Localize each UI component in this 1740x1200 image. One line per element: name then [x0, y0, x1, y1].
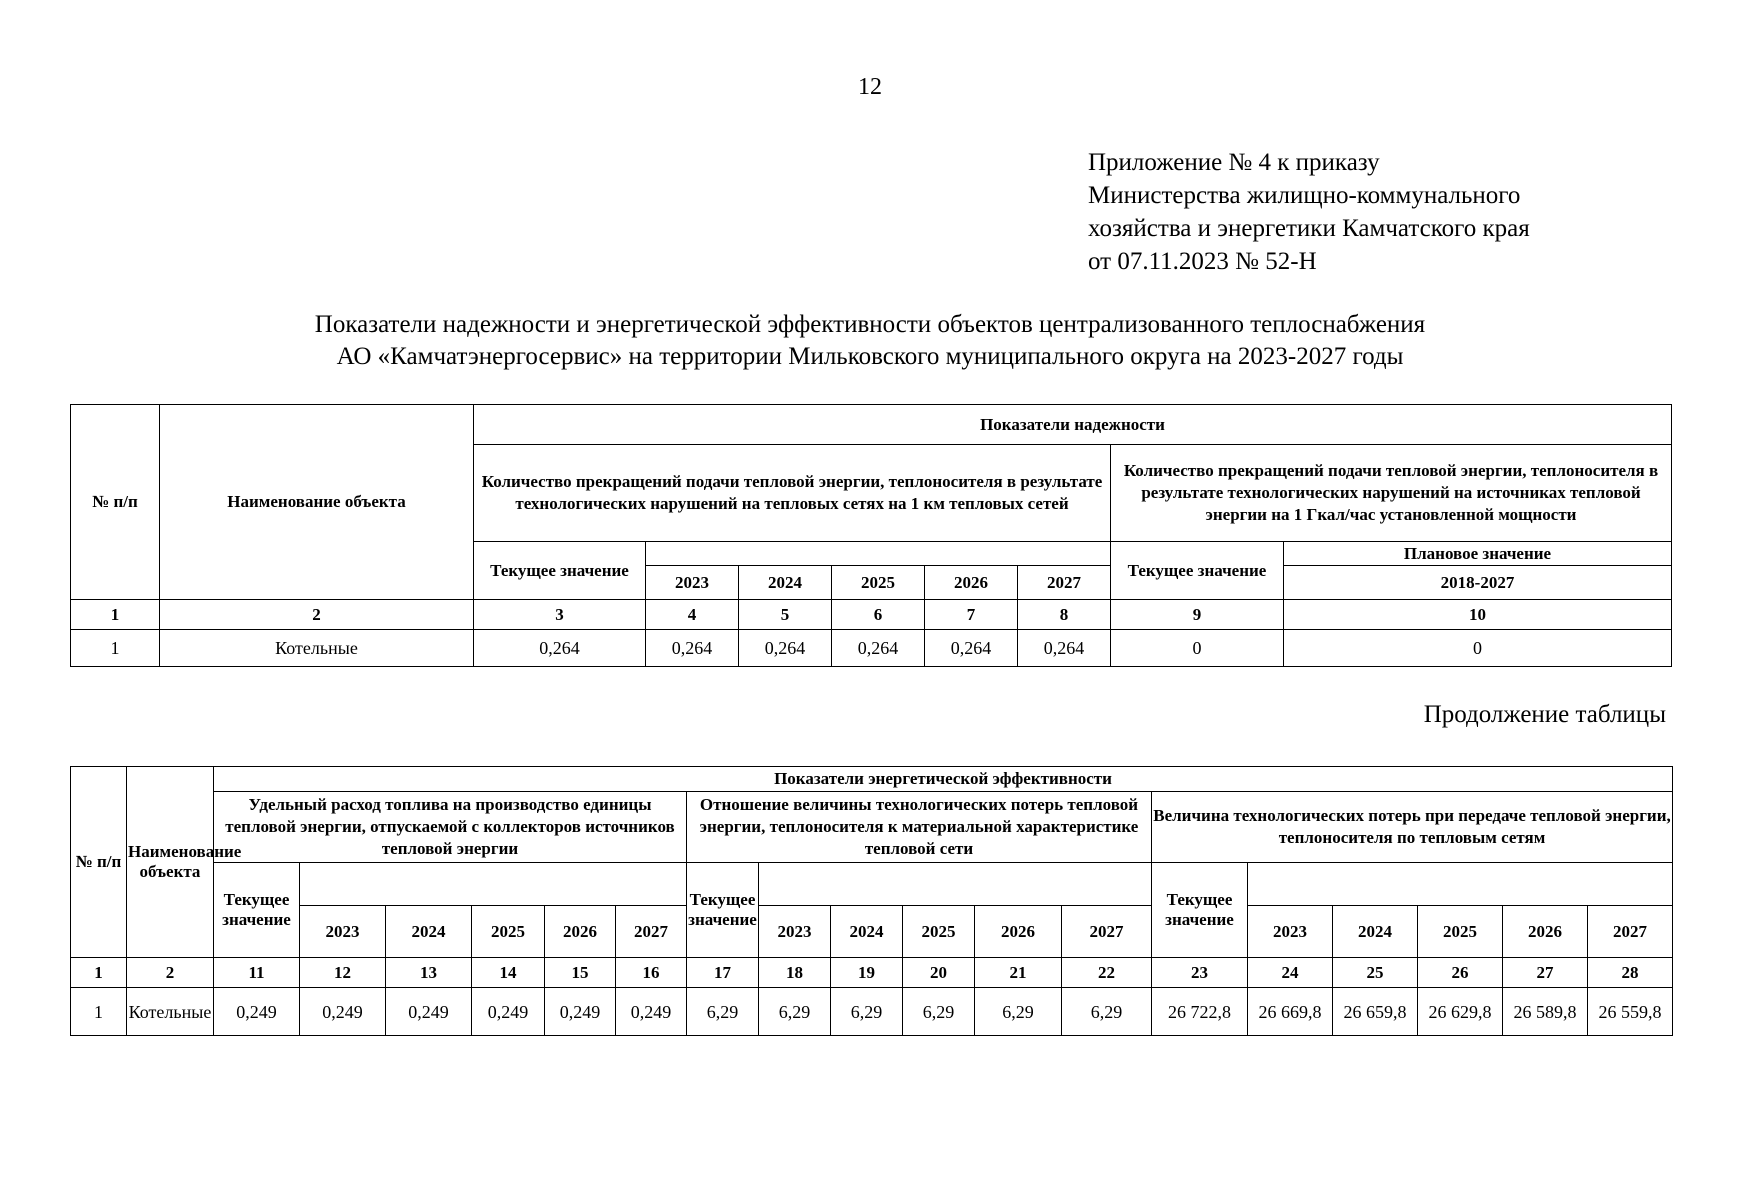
table-cell: 6,29	[903, 988, 975, 1036]
page-number: 12	[858, 74, 882, 100]
efficiency-table	[70, 766, 1673, 1036]
current-value-header: Текущее значение	[1111, 542, 1284, 600]
column-number: 6	[832, 600, 925, 630]
column-number: 9	[1111, 600, 1284, 630]
table-cell: 1	[71, 988, 127, 1036]
column-number: 1	[71, 600, 160, 630]
column-number: 4	[646, 600, 739, 630]
column-number: 8	[1018, 600, 1111, 630]
column-number: 7	[925, 600, 1018, 630]
column-number: 20	[903, 958, 975, 988]
col-number-header: № п/п	[71, 405, 160, 600]
column-number: 25	[1333, 958, 1418, 988]
column-number: 24	[1248, 958, 1333, 988]
document-title	[0, 309, 1740, 373]
year-header: 2027	[616, 906, 687, 958]
year-header: 2026	[545, 906, 616, 958]
year-header: 2024	[386, 906, 472, 958]
appendix-line-3: хозяйства и энергетики Камчатского края	[1088, 215, 1530, 242]
table-cell: Котельные	[127, 988, 214, 1036]
table-cell: Котельные	[160, 630, 474, 667]
heat-loss-ratio-header: Отношение величины технологических потерь тепловой энергии, теплоносителя к материальной характеристике тепловой сети	[687, 792, 1152, 863]
table-cell: 0,249	[386, 988, 472, 1036]
year-header: 2025	[472, 906, 545, 958]
column-number: 5	[739, 600, 832, 630]
column-number: 17	[687, 958, 759, 988]
appendix-line-4: от 07.11.2023 № 52-Н	[1088, 248, 1317, 275]
col-number-header: № п/п	[71, 767, 127, 958]
table-cell: 0,249	[214, 988, 300, 1036]
appendix-line-1: Приложение № 4 к приказу	[1088, 149, 1380, 176]
current-value-header: Текущее значение	[474, 542, 646, 600]
source-interruptions-header: Количество прекращений подачи тепловой энергии, теплоносителя в результате технологических нарушений на источниках тепловой энергии на 1 Гкал/час установленной мощности	[1111, 445, 1672, 542]
column-number: 10	[1284, 600, 1672, 630]
column-number: 3	[474, 600, 646, 630]
year-header: 2027	[1018, 566, 1111, 600]
table-cell: 0,264	[646, 630, 739, 667]
year-header: 2026	[975, 906, 1062, 958]
table-cell: 6,29	[687, 988, 759, 1036]
column-number: 21	[975, 958, 1062, 988]
table-cell: 0,264	[1018, 630, 1111, 667]
appendix-line-2: Министерства жилищно-коммунального	[1088, 182, 1521, 209]
table-cell: 26 629,8	[1418, 988, 1503, 1036]
table-cell: 0,249	[616, 988, 687, 1036]
table-cell: 0	[1111, 630, 1284, 667]
reliability-group-header: Показатели надежности	[474, 405, 1672, 445]
column-number: 28	[1588, 958, 1673, 988]
table-cell: 0,249	[300, 988, 386, 1036]
column-number: 13	[386, 958, 472, 988]
year-header: 2025	[1418, 906, 1503, 958]
current-value-header: Текущее значение	[214, 863, 300, 958]
column-number: 27	[1503, 958, 1588, 988]
column-number: 19	[831, 958, 903, 988]
column-number: 26	[1418, 958, 1503, 988]
year-header: 2023	[646, 566, 739, 600]
table-cell: 26 559,8	[1588, 988, 1673, 1036]
efficiency-group-header: Показатели энергетической эффективности	[214, 767, 1673, 792]
table-continuation-label: Продолжение таблицы	[1423, 701, 1666, 728]
year-header: 2023	[1248, 906, 1333, 958]
empty-header-cell	[1248, 863, 1673, 906]
year-header: 2023	[300, 906, 386, 958]
table-cell: 1	[71, 630, 160, 667]
table-cell: 0,249	[545, 988, 616, 1036]
planned-value-header: Плановое значение	[1284, 542, 1672, 566]
current-value-header: Текущее значение	[687, 863, 759, 958]
empty-header-cell	[759, 863, 1152, 906]
network-interruptions-header: Количество прекращений подачи тепловой энергии, теплоносителя в результате технологических нарушений на тепловых сетях на 1 км тепловых сетей	[474, 445, 1111, 542]
year-header: 2025	[903, 906, 975, 958]
year-header: 2024	[739, 566, 832, 600]
year-header: 2025	[832, 566, 925, 600]
table-cell: 0,249	[472, 988, 545, 1036]
table-cell: 26 722,8	[1152, 988, 1248, 1036]
empty-header-cell	[646, 542, 1111, 566]
table-cell: 6,29	[1062, 988, 1152, 1036]
table-cell: 0,264	[925, 630, 1018, 667]
col-object-name-header: Наименование объекта	[127, 767, 214, 958]
reliability-table	[70, 404, 1672, 667]
column-number: 18	[759, 958, 831, 988]
column-number: 22	[1062, 958, 1152, 988]
table-cell: 6,29	[831, 988, 903, 1036]
table-cell: 0,264	[474, 630, 646, 667]
period-header: 2018-2027	[1284, 566, 1672, 600]
table-cell: 0,264	[832, 630, 925, 667]
table-cell: 6,29	[975, 988, 1062, 1036]
fuel-consumption-header: Удельный расход топлива на производство единицы тепловой энергии, отпускаемой с коллекторов источников тепловой энергии	[214, 792, 687, 863]
current-value-header: Текущее значение	[1152, 863, 1248, 958]
year-header: 2026	[1503, 906, 1588, 958]
appendix-header	[1088, 146, 1530, 278]
title-line-2: АО «Камчатэнергосервис» на территории Мильковского муниципального округа на 2023-2027 годы	[336, 343, 1404, 370]
table-cell: 0	[1284, 630, 1672, 667]
column-number: 15	[545, 958, 616, 988]
column-number: 14	[472, 958, 545, 988]
title-line-1: Показатели надежности и энергетической эффективности объектов централизованного теплоснабжения	[314, 311, 1426, 338]
column-number: 2	[127, 958, 214, 988]
year-header: 2026	[925, 566, 1018, 600]
empty-header-cell	[300, 863, 687, 906]
column-number: 23	[1152, 958, 1248, 988]
table-cell: 26 589,8	[1503, 988, 1588, 1036]
column-number: 12	[300, 958, 386, 988]
column-number: 1	[71, 958, 127, 988]
table-cell: 0,264	[739, 630, 832, 667]
year-header: 2024	[1333, 906, 1418, 958]
table-cell: 6,29	[759, 988, 831, 1036]
column-number: 2	[160, 600, 474, 630]
year-header: 2027	[1588, 906, 1673, 958]
table-cell: 26 669,8	[1248, 988, 1333, 1036]
year-header: 2024	[831, 906, 903, 958]
year-header: 2027	[1062, 906, 1152, 958]
col-object-name-header: Наименование объекта	[160, 405, 474, 600]
column-number: 11	[214, 958, 300, 988]
column-number: 16	[616, 958, 687, 988]
transmission-loss-header: Величина технологических потерь при передаче тепловой энергии, теплоносителя по тепловым сетям	[1152, 792, 1673, 863]
table-cell: 26 659,8	[1333, 988, 1418, 1036]
year-header: 2023	[759, 906, 831, 958]
